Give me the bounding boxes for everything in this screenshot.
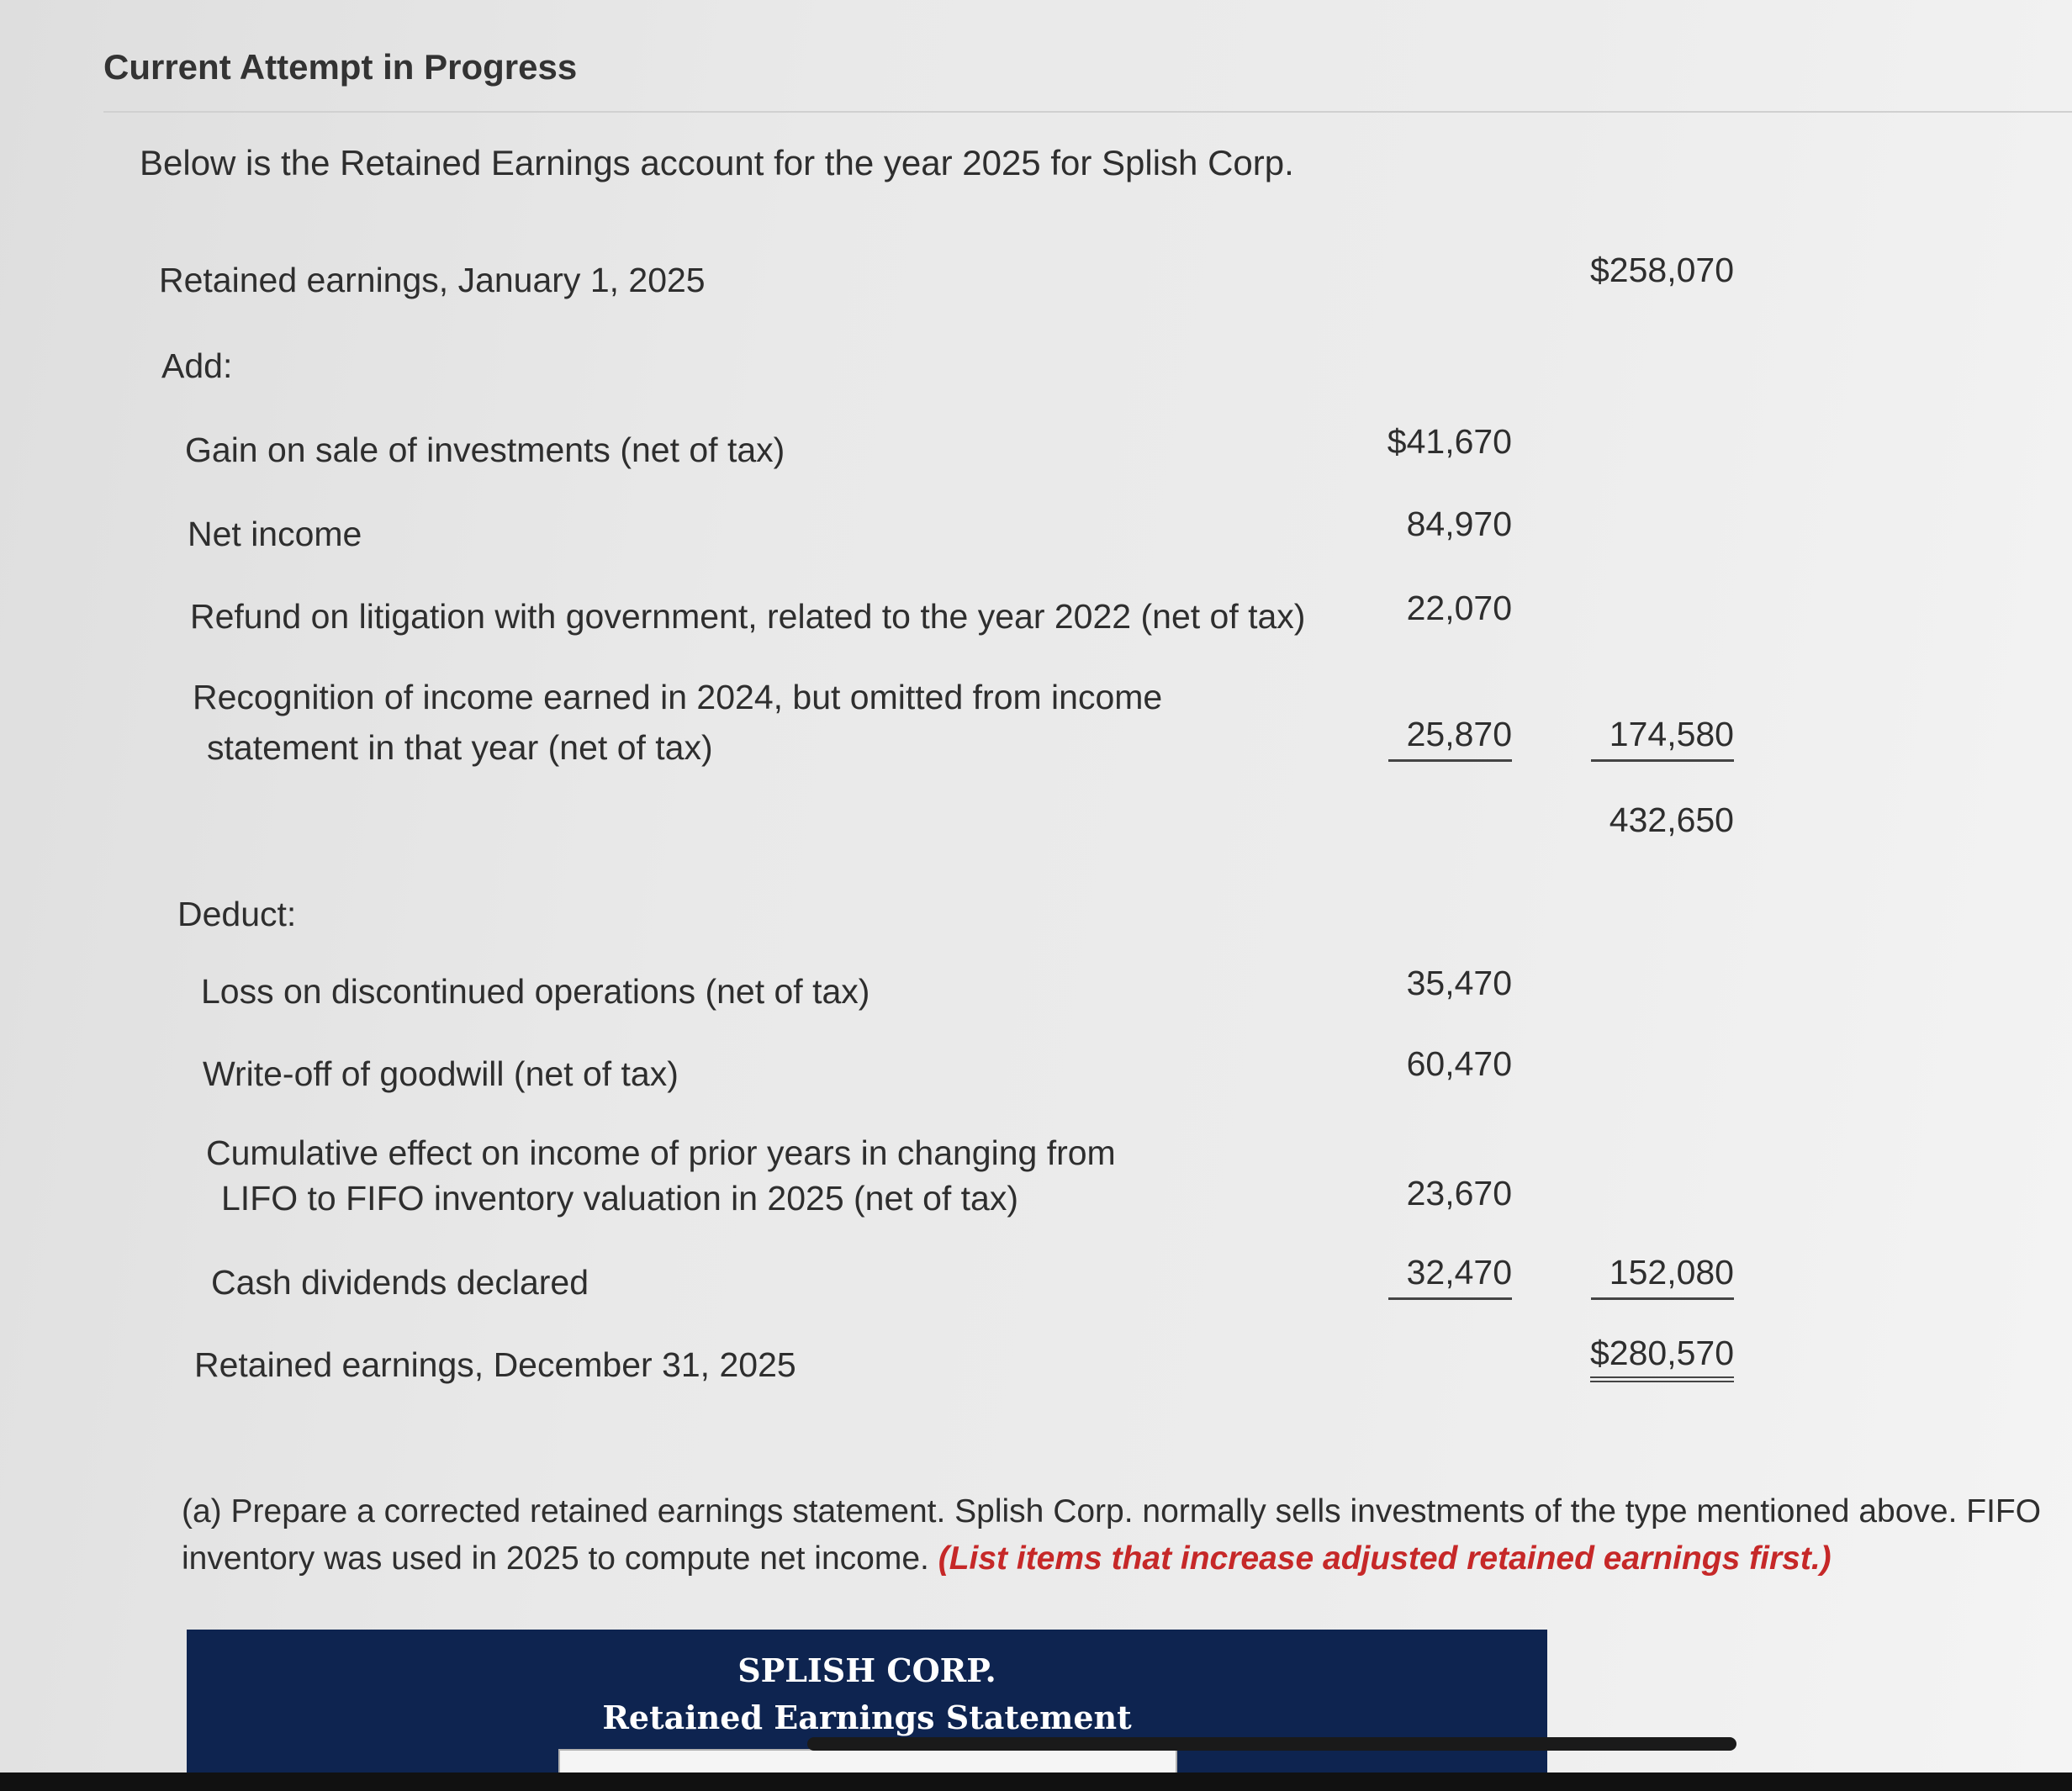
opening-balance-label: Retained earnings, January 1, 2025 (159, 261, 706, 299)
add-item-refund-amount: 22,070 (1406, 589, 1512, 627)
deduct-item-goodwill-label: Write-off of goodwill (net of tax) (203, 1054, 679, 1093)
statement-header-banner (187, 1630, 1547, 1791)
deduct-item-cumulative-label-1: Cumulative effect on income of prior years in changing from (206, 1133, 1116, 1172)
add-heading: Add: (161, 346, 233, 385)
banner-statement-title: Retained Earnings Statement (602, 1699, 1132, 1736)
subtotal-amount: 432,650 (1609, 800, 1734, 839)
header-divider (103, 111, 2072, 113)
add-item-gain-label: Gain on sale of investments (net of tax) (185, 431, 785, 469)
instructions-text: (a) Prepare a corrected retained earnings statement. Splish Corp. normally sells investments of the type mentioned above. FIFO inventory was used in 2025 to compute net income. (182, 1493, 2042, 1577)
deduct-heading: Deduct: (177, 895, 297, 933)
deduct-item-cumulative-label-2: LIFO to FIFO inventory valuation in 2025 (net of tax) (221, 1179, 1019, 1218)
instructions-hint: (List items that increase adjusted retained earnings first.) (938, 1540, 1832, 1577)
problem-intro: Below is the Retained Earnings account for the year 2025 for Splish Corp. (140, 143, 1294, 182)
deduct-item-dividends-amount: 32,470 (1388, 1253, 1512, 1300)
add-item-net-income-label: Net income (188, 515, 362, 553)
deduct-item-cumulative-amount: 23,670 (1406, 1174, 1512, 1212)
add-total-amount: 174,580 (1591, 715, 1734, 762)
screen-edge-shadow (807, 1737, 1736, 1751)
opening-balance-amount: $258,070 (1589, 251, 1734, 289)
add-item-recognition-amount: 25,870 (1388, 715, 1512, 762)
add-item-recognition-label-2: statement in that year (net of tax) (207, 728, 713, 767)
add-item-net-income-amount: 84,970 (1406, 505, 1512, 543)
add-item-refund-label: Refund on litigation with government, related to the year 2022 (net of tax) (190, 597, 1306, 636)
page-title: Current Attempt in Progress (103, 47, 578, 87)
add-item-recognition-label-1: Recognition of income earned in 2024, but omitted from income (193, 678, 1163, 716)
deduct-item-dividends-label: Cash dividends declared (211, 1263, 589, 1302)
banner-company-name: SPLISH CORP. (737, 1651, 996, 1689)
add-item-gain-amount: $41,670 (1387, 422, 1512, 461)
deduct-total-amount: 152,080 (1591, 1253, 1734, 1300)
closing-balance-label: Retained earnings, December 31, 2025 (194, 1345, 796, 1384)
screen-bezel (0, 1773, 2072, 1791)
deduct-item-discontinued-label: Loss on discontinued operations (net of tax) (201, 972, 870, 1011)
closing-balance-amount: $280,570 (1590, 1334, 1734, 1382)
deduct-item-goodwill-amount: 60,470 (1406, 1044, 1512, 1083)
deduct-item-discontinued-amount: 35,470 (1406, 964, 1512, 1002)
question-instructions (182, 1488, 2057, 1582)
